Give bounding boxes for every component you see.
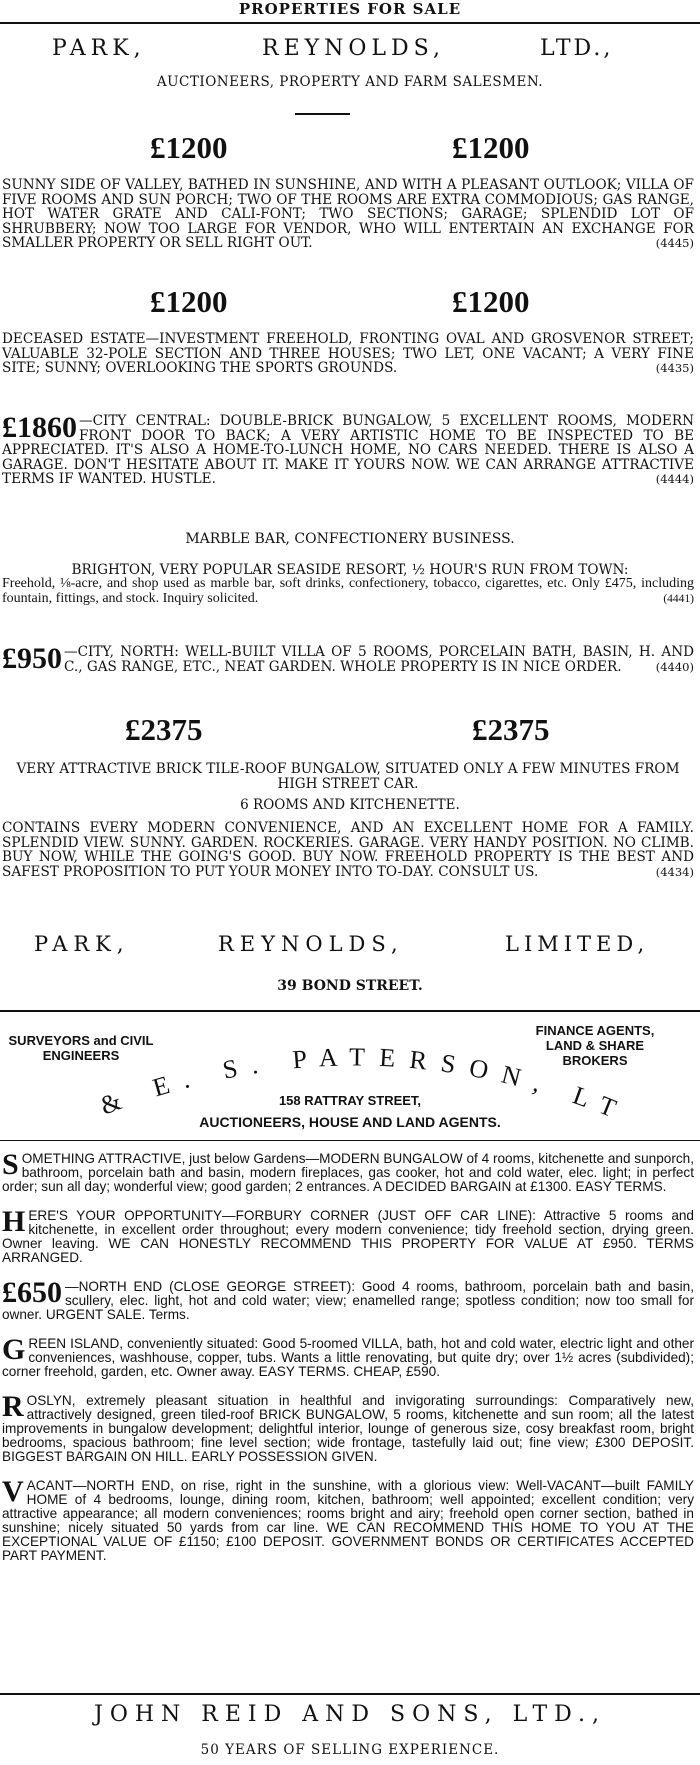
ad5-text — [2, 642, 694, 675]
ad6-line2: 6 ROOMS AND KITCHENETTE. — [240, 797, 460, 813]
park-name-1: PARK, — [52, 36, 146, 61]
ad6-body: CONTAINS EVERY MODERN CONVENIENCE, AND AN EXCELLENT HOME FOR A FAMILY. SPLENDID VIEW. SUNNY. GARDEN. ROCKERIES. GARAGE. VERY HANDY POSITION. NO CLIMB. BUY NOW, WHILE THE GOING'S GOOD. BUY NOW. FREEHOLD PROPERTY IS THE BEST AND SAFEST PROPOSITION TO PUT YOUR MONEY INTO TO-DAY. CONSULT US. — [2, 820, 694, 880]
drop-cap: H — [2, 1205, 26, 1238]
park-footer-2: REYNOLDS, — [218, 932, 404, 956]
park-footer-1: PARK, — [34, 932, 130, 956]
ad6-ref: (4434) — [655, 864, 694, 879]
paterson-ad-6 — [2, 1475, 694, 1563]
paterson-ad-1 — [2, 1148, 694, 1194]
drop-cap: £650 — [2, 1276, 62, 1309]
paterson-left: SURVEYORS and CIVIL ENGINEERS — [8, 1033, 154, 1063]
ad3-body: —CITY CENTRAL: DOUBLE-BRICK BUNGALOW, 5 EXCELLENT ROOMS, MODERN FRONT DOOR TO BACK; A VERY ARTISTIC HOME TO BE INSPECTED TO BE APPRECIATED. IT'S ALSO A HOME-TO-LUNCH HOME, NO CARS NEEDED. THERE IS ALSO A GARAGE. DON'T HESITATE ABOUT IT. MAKE IT YOURS NOW. WE CAN ARRANGE ATTRACTIVE TERMS IF WANTED. HUSTLE. — [2, 413, 694, 487]
park-address: 39 BOND STREET. — [277, 978, 423, 994]
ad4-body: Freehold, ⅛-acre, and shop used as marble bar, soft drinks, confectionery, tobacco, cigarettes, etc. Only £475, including fountain, fittings, and stock. Inquiry solicited. — [2, 576, 694, 606]
section-rule — [0, 1010, 700, 1012]
ad6-text — [2, 821, 694, 879]
reid-rule — [0, 1693, 700, 1695]
paterson-rule — [0, 1140, 700, 1141]
ad2-text — [2, 332, 694, 376]
ad6-price-right: £2375 — [472, 712, 550, 747]
park-subtitle: AUCTIONEERS, PROPERTY AND FARM SALESMEN. — [156, 74, 544, 90]
ad4-line1: BRIGHTON, VERY POPULAR SEASIDE RESORT, ½ HOUR'S RUN FROM TOWN: — [71, 562, 629, 578]
drop-cap: S — [2, 1148, 19, 1181]
ad4-heading: MARBLE BAR, CONFECTIONERY BUSINESS. — [185, 531, 515, 547]
ad2-price-left: £1200 — [150, 284, 228, 319]
ad-body: OSLYN, extremely pleasant situation in healthful and invigorating surroundings: Comparatively new, attractively designed, green tiled-roof BRICK BUNGALOW, 5 rooms, kitchenette and sun room; all the latest improvements in bungalow development; delightful interior, lounge of generous size, cosy breakfast room, bright bedrooms, spacious bathroom; fine level section; wide frontage, tastefully laid out; fine view; £300 DEPOSIT. BIGGEST BARGAIN ON HILL. EARLY POSSESSION GIVEN. — [2, 1393, 694, 1464]
park-footer-3: LIMITED, — [505, 932, 650, 956]
park-name-2: REYNOLDS, — [262, 36, 445, 61]
drop-cap: V — [2, 1475, 24, 1508]
ad1-body: SUNNY SIDE OF VALLEY, BATHED IN SUNSHINE, AND WITH A PLEASANT OUTLOOK; VILLA OF FIVE ROOMS AND SUN PORCH; TWO OF THE ROOMS ARE EXTRA COMMODIOUS; GAS RANGE, HOT WATER GRATE AND CALI-FONT; TWO SECTIONS; GARAGE; SPLENDID LOT OF SHRUBBERY; NOW TOO LARGE FOR VENDOR, WHO WILL ENTERTAIN AN EXCHANGE FOR SMALLER PROPERTY OR SELL RIGHT OUT. — [2, 177, 694, 251]
paterson-ads — [2, 1148, 694, 1563]
reid-name: JOHN REID AND SONS, LTD., — [94, 1702, 606, 1727]
park-name-3: LTD., — [540, 36, 614, 61]
ad2-body: DECEASED ESTATE—INVESTMENT FREEHOLD, FRONTING OVAL AND GROSVENOR STREET; VALUABLE 32-POLE SECTION AND THREE HOUSES; TWO LET, ONE VACANT; A VERY FINE SITE; SUNNY; OVERLOOKING THE SPORTS GROUNDS. — [2, 331, 694, 376]
paterson-right: FINANCE AGENTS, LAND & SHARE BROKERS — [535, 1023, 655, 1068]
ad3-ref: (4444) — [655, 472, 694, 486]
ad-body: REEN ISLAND, conveniently situated: Good 5-roomed VILLA, bath, hot and cold water, electric light and other conveniences, washhouse, copper, tubs. Wants a little renovating, but quite dry; over 1½ acres (subdivided); corner freehold, garden, etc. Owner away. EASY TERMS. CHEAP, £590. — [2, 1336, 694, 1379]
paterson-subtitle: AUCTIONEERS, HOUSE AND LAND AGENTS. — [199, 1114, 501, 1130]
reid-subtitle: 50 YEARS OF SELLING EXPERIENCE. — [200, 1742, 500, 1758]
paterson-ad-4 — [2, 1333, 694, 1379]
paterson-name-arc — [75, 1028, 635, 1128]
section-title: PROPERTIES FOR SALE — [238, 0, 462, 18]
ad-body: OMETHING ATTRACTIVE, just below Gardens—MODERN BUNGALOW of 4 rooms, kitchenette and sunporch, bathroom, porcelain bath and basin, modern fireplaces, gas cooker, hot and cold water, elec. light; in perfect order; sun all day; wonderful view; good garden; 2 entrances. A DECIDED BARGAIN at £1300. EASY TERMS. — [2, 1151, 694, 1194]
paterson-ad-5 — [2, 1390, 694, 1464]
svg-text:N. & E. S. PATERSON, LTD. — [75, 1028, 633, 1128]
ad2-price-right: £1200 — [452, 284, 530, 319]
header-rule — [0, 22, 700, 24]
ad5-price: £950 — [2, 642, 62, 675]
ad1-price-left: £1200 — [150, 130, 228, 165]
ad4-ref: (4441) — [663, 592, 694, 605]
arched-name-svg — [75, 1028, 635, 1128]
ad6-line1: VERY ATTRACTIVE BRICK TILE-ROOF BUNGALOW, SITUATED ONLY A FEW MINUTES FROM HIGH STREET CAR. — [16, 761, 680, 792]
ad3-price: £1860 — [2, 411, 77, 444]
ad6-price-left: £2375 — [125, 712, 203, 747]
ad1-text — [2, 178, 694, 251]
divider — [295, 113, 350, 115]
ad1-price-right: £1200 — [452, 130, 530, 165]
ad2-ref: (4435) — [655, 361, 694, 375]
ad-body: ERE'S YOUR OPPORTUNITY—FORBURY CORNER (JUST OFF CAR LINE): Attractive 5 rooms and kitchenette, in excellent order throughout; every modern convenience; tidy freehold section, drying green. Owner leaving. WE CAN HONESTLY RECOMMEND THIS PROPERTY FOR VALUE AT £950. TERMS ARRANGED. — [2, 1208, 694, 1265]
ad3-text — [2, 411, 694, 487]
ad5-ref: (4440) — [655, 659, 694, 674]
drop-cap: R — [2, 1390, 24, 1423]
paterson-address: 158 RATTRAY STREET, — [278, 1093, 422, 1108]
ad-body: ACANT—NORTH END, on rise, right in the sunshine, with a glorious view: Well-VACANT—built FAMILY HOME of 4 bedrooms, lounge, dining room, kitchen, bathroom; well appointed; excellent condition; very attractive appearance; all modern conveniences; rooms bright and airy; freehold open corner section, bathed in sunshine; nicely situated 50 yards from car line. WE CAN RECOMMEND THIS HOME TO YOU AT THE EXCEPTIONAL VALUE OF £1150; £100 DEPOSIT. GOVERNMENT BONDS OR CERTIFICATES ACCEPTED PART PAYMENT. — [2, 1478, 694, 1563]
ad1-ref: (4445) — [655, 236, 694, 250]
ad-body: —NORTH END (CLOSE GEORGE STREET): Good 4 rooms, bathroom, porcelain bath and basin, scullery, elec. light, hot and cold water; view; enamelled range; spotless condition; now too small for owner. URGENT SALE. Terms. — [2, 1279, 694, 1322]
ad4-text — [2, 577, 694, 606]
paterson-ad-3 — [2, 1276, 694, 1322]
drop-cap: G — [2, 1333, 26, 1366]
ad5-body: —CITY, NORTH: WELL-BUILT VILLA OF 5 ROOMS, PORCELAIN BATH, BASIN, H. AND C., GAS RANGE, ETC., NEAT GARDEN. WHOLE PROPERTY IS IN NICE ORDER. — [64, 644, 694, 675]
paterson-ad-2 — [2, 1205, 694, 1265]
paterson-name: & E. S. PATERSON, LT — [96, 1042, 634, 1128]
